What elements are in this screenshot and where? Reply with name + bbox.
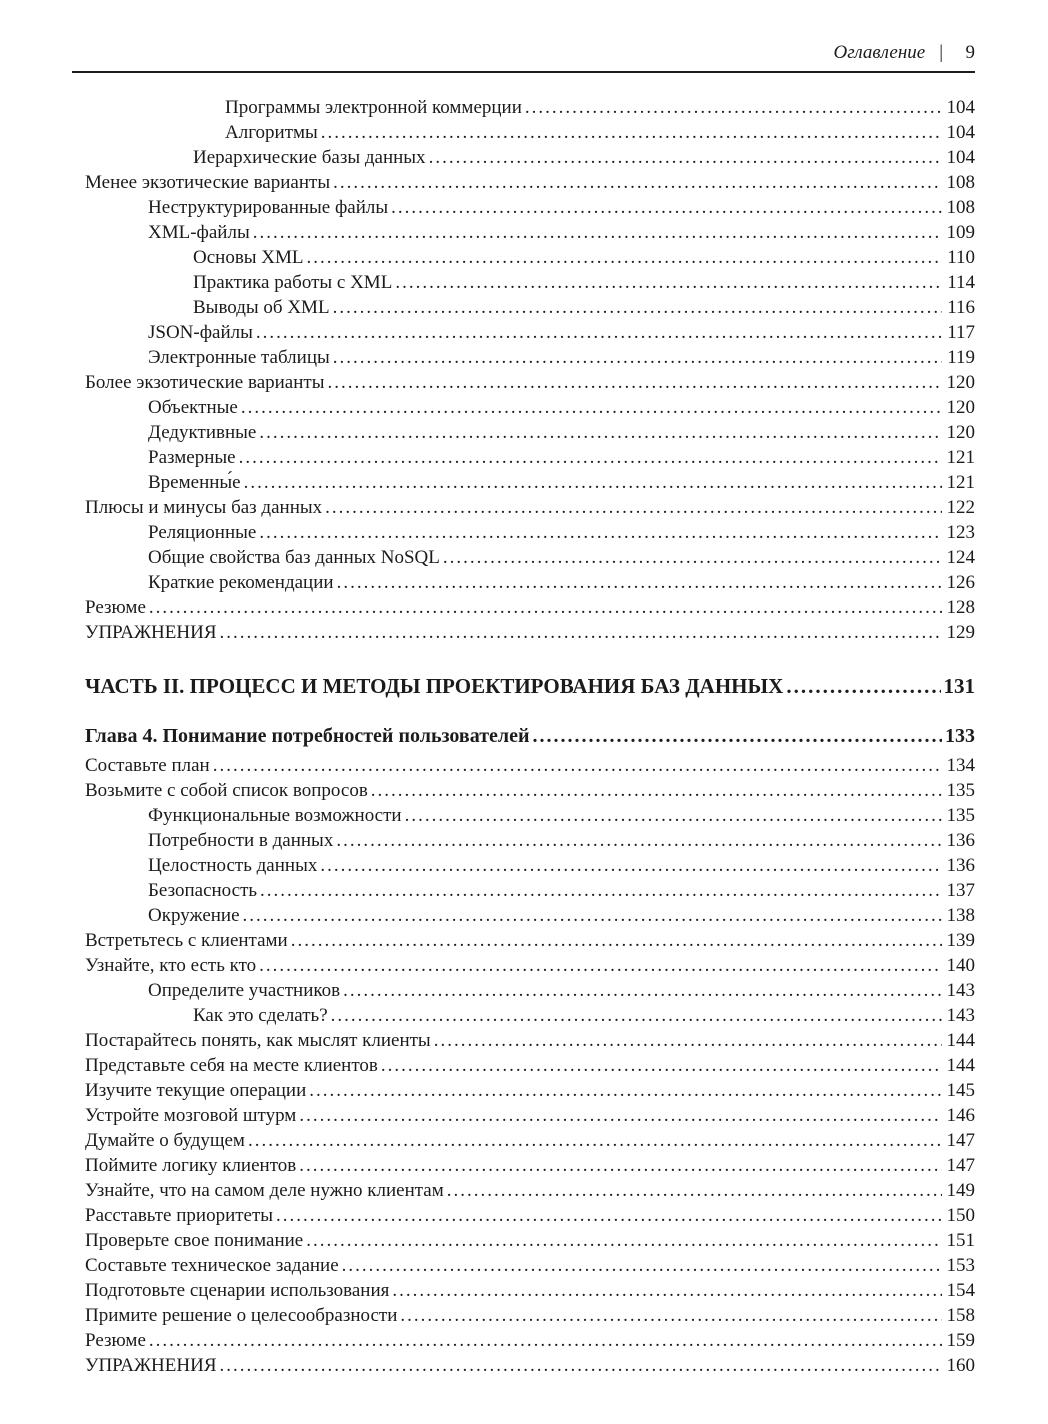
toc-entry-page: 149 [946, 1180, 975, 1201]
dot-leader [343, 978, 942, 1003]
toc-entry [72, 1328, 975, 1353]
toc-entry-page: 154 [946, 1280, 975, 1301]
toc-entry-label: Резюме [85, 597, 146, 618]
part-heading [72, 672, 975, 700]
toc-entry-page: 121 [946, 447, 975, 468]
toc-entry-label: XML-файлы [148, 222, 250, 243]
toc-entry-label: Возьмите с собой список вопросов [85, 780, 368, 801]
toc-entry-page: 120 [946, 372, 975, 393]
toc-entry-page: 104 [946, 97, 975, 118]
toc-entry-page: 137 [946, 880, 975, 901]
toc-entry [72, 570, 975, 595]
dot-leader [429, 145, 942, 170]
dot-leader [443, 545, 942, 570]
dot-leader [786, 672, 940, 700]
dot-leader [299, 1103, 942, 1128]
toc-entry-label: Реляционные [148, 522, 257, 543]
toc-entry [72, 953, 975, 978]
toc-entry-page: 136 [946, 855, 975, 876]
toc-entry-label: Узнайте, кто есть кто [85, 955, 257, 976]
dot-leader [299, 1153, 942, 1178]
toc-entry [72, 828, 975, 853]
toc-entry [72, 445, 975, 470]
toc-entry-page: 138 [946, 905, 975, 926]
toc-entry [72, 978, 975, 1003]
toc-entry-page: 120 [946, 397, 975, 418]
dot-leader [248, 1128, 942, 1153]
dot-leader [371, 778, 942, 803]
dot-leader [434, 1028, 942, 1053]
toc-entry [72, 1303, 975, 1328]
toc-entry-label: Краткие рекомендации [148, 572, 334, 593]
toc-entry-label: Алгоритмы [225, 122, 318, 143]
toc-entry [72, 220, 975, 245]
toc-entry [72, 420, 975, 445]
toc-entry-label: Составьте техническое задание [85, 1255, 339, 1276]
dot-leader [241, 395, 942, 420]
toc-entry [72, 803, 975, 828]
chapter-heading-label: Глава 4. Понимание потребностей пользователей [85, 725, 530, 747]
toc-entry [72, 295, 975, 320]
dot-leader [381, 1053, 942, 1078]
dot-leader [333, 295, 942, 320]
toc-entry [72, 1178, 975, 1203]
toc-entry [72, 778, 975, 803]
toc-entry-page: 128 [946, 597, 975, 618]
running-head [72, 40, 975, 73]
dot-leader [259, 520, 942, 545]
part-heading-label: ЧАСТЬ II. ПРОЦЕСС И МЕТОДЫ ПРОЕКТИРОВАНИЯ БАЗ ДАННЫХ [85, 674, 784, 698]
toc-entry-label: Основы XML [193, 247, 304, 268]
dot-leader [336, 828, 942, 853]
dot-leader [220, 620, 943, 645]
dot-leader [391, 195, 942, 220]
toc-entry-label: Дедуктивные [148, 422, 257, 443]
toc-entry-page: 144 [946, 1030, 975, 1051]
toc-entry-page: 108 [946, 172, 975, 193]
running-head-separator: | [939, 42, 943, 63]
toc-entry-label: Потребности в данных [148, 830, 334, 851]
toc-entry-label: Выводы об XML [193, 297, 330, 318]
toc-entry-label: Электронные таблицы [148, 347, 330, 368]
toc-entry [72, 145, 975, 170]
toc-entry [72, 1128, 975, 1153]
dot-leader [149, 1328, 942, 1353]
toc-entry [72, 545, 975, 570]
toc-entry-label: Резюме [85, 1330, 146, 1351]
toc-entry-page: 123 [946, 522, 975, 543]
toc-entry-label: Узнайте, что на самом деле нужно клиентам [85, 1180, 444, 1201]
toc-entry [72, 1353, 975, 1378]
toc-entry-label: Примите решение о целесообразности [85, 1305, 398, 1326]
toc-entry [72, 1253, 975, 1278]
toc-entry-page: 135 [946, 805, 975, 826]
toc-entry-label: Временны́е [148, 472, 241, 493]
running-head-page-number: 9 [965, 42, 975, 63]
toc-entry-page: 151 [946, 1230, 975, 1251]
toc-entry-page: 153 [946, 1255, 975, 1276]
toc-entry-page: 116 [947, 297, 975, 318]
toc-entry-page: 150 [946, 1205, 975, 1226]
dot-leader [306, 1228, 942, 1253]
toc-entry [72, 1078, 975, 1103]
toc-entry-label: Окружение [148, 905, 240, 926]
toc-entry-label: Думайте о будущем [85, 1130, 245, 1151]
toc-entry-page: 121 [946, 472, 975, 493]
dot-leader [276, 1203, 942, 1228]
toc-entry-label: Проверьте свое понимание [85, 1230, 304, 1251]
toc-entry [72, 1103, 975, 1128]
toc-entry-page: 136 [946, 830, 975, 851]
toc-entry-label: Функциональные возможности [148, 805, 402, 826]
toc-entry [72, 1028, 975, 1053]
dot-leader [392, 1278, 942, 1303]
toc-entry [72, 1053, 975, 1078]
toc-entry [72, 878, 975, 903]
toc-entry-label: Представьте себя на месте клиентов [85, 1055, 378, 1076]
dot-leader [259, 420, 942, 445]
dot-leader [327, 370, 942, 395]
dot-leader [331, 1003, 942, 1028]
dot-leader [239, 445, 942, 470]
toc-entry-label: Иерархические базы данных [193, 147, 426, 168]
toc-entry [72, 903, 975, 928]
toc-entry-page: 120 [946, 422, 975, 443]
toc-entry-page: 143 [946, 1005, 975, 1026]
dot-leader [243, 903, 942, 928]
dot-leader [325, 495, 942, 520]
dot-leader [533, 723, 942, 750]
dot-leader [253, 220, 942, 245]
toc-entry [72, 853, 975, 878]
toc-entry-label: Более экзотические варианты [85, 372, 325, 393]
toc-entry [72, 1003, 975, 1028]
toc-entry [72, 1278, 975, 1303]
toc-entry-label: Расставьте приоритеты [85, 1205, 274, 1226]
dot-leader [320, 853, 942, 878]
toc-entry [72, 1228, 975, 1253]
toc-entry-label: Подготовьте сценарии использования [85, 1280, 390, 1301]
toc-entry [72, 1153, 975, 1178]
dot-leader [149, 595, 942, 620]
toc-entry-label: Размерные [148, 447, 236, 468]
toc-section-2 [72, 753, 975, 1378]
toc-entry-page: 114 [947, 272, 975, 293]
toc-entry-label: Изучите текущие операции [85, 1080, 307, 1101]
toc-entry-label: Практика работы с XML [193, 272, 393, 293]
toc-entry-label: Определите участников [148, 980, 341, 1001]
dot-leader [400, 1303, 942, 1328]
toc-entry-page: 143 [946, 980, 975, 1001]
toc-entry-page: 144 [946, 1055, 975, 1076]
toc-entry-label: Менее экзотические варианты [85, 172, 331, 193]
toc-entry-page: 140 [946, 955, 975, 976]
toc-entry-page: 122 [946, 497, 975, 518]
chapter-heading [72, 723, 975, 750]
toc-entry-page: 159 [946, 1330, 975, 1351]
toc-entry-label: Целостность данных [148, 855, 318, 876]
part-heading-page: 131 [943, 674, 975, 698]
toc-entry-page: 147 [946, 1130, 975, 1151]
dot-leader [309, 1078, 942, 1103]
toc-entry-label: Программы электронной коммерции [225, 97, 522, 118]
toc-entry-label: Как это сделать? [193, 1005, 328, 1026]
toc-entry-label: Объектные [148, 397, 238, 418]
dot-leader [291, 928, 942, 953]
toc-entry [72, 345, 975, 370]
toc-entry [72, 620, 975, 645]
toc-entry-page: 117 [947, 322, 975, 343]
toc-entry-label: Плюсы и минусы баз данных [85, 497, 323, 518]
toc-entry-page: 126 [946, 572, 975, 593]
toc-entry-label: Встретьтесь с клиентами [85, 930, 288, 951]
toc-entry-label: Составьте план [85, 755, 210, 776]
dot-leader [321, 120, 942, 145]
toc-entry-label: Постарайтесь понять, как мыслят клиенты [85, 1030, 431, 1051]
toc-entry-page: 147 [946, 1155, 975, 1176]
toc-entry-page: 104 [946, 147, 975, 168]
dot-leader [260, 878, 942, 903]
toc-entry-label: Безопасность [148, 880, 258, 901]
dot-leader [405, 803, 942, 828]
toc-entry [72, 470, 975, 495]
toc-entry [72, 370, 975, 395]
toc-entry-page: 146 [946, 1105, 975, 1126]
dot-leader [342, 1253, 942, 1278]
toc-entry-label: JSON-файлы [148, 322, 253, 343]
toc-entry [72, 245, 975, 270]
dot-leader [337, 570, 942, 595]
toc-entry-page: 110 [947, 247, 975, 268]
dot-leader [244, 470, 942, 495]
running-head-title: Оглавление [833, 42, 926, 63]
toc-entry [72, 1203, 975, 1228]
toc-entry [72, 395, 975, 420]
toc-entry [72, 320, 975, 345]
toc-entry-page: 160 [946, 1355, 975, 1376]
chapter-heading-page: 133 [945, 725, 975, 747]
dot-leader [259, 953, 942, 978]
toc-entry-page: 145 [946, 1080, 975, 1101]
dot-leader [307, 245, 942, 270]
toc-entry-page: 104 [946, 122, 975, 143]
dot-leader [525, 95, 942, 120]
toc-entry [72, 595, 975, 620]
toc-entry-page: 129 [946, 622, 975, 643]
toc-entry [72, 120, 975, 145]
toc-entry-page: 109 [946, 222, 975, 243]
dot-leader [333, 170, 942, 195]
toc-entry-page: 108 [946, 197, 975, 218]
toc-entry-label: Устройте мозговой штурм [85, 1105, 297, 1126]
toc-entry [72, 928, 975, 953]
toc-entry [72, 270, 975, 295]
toc-entry [72, 753, 975, 778]
dot-leader [447, 1178, 942, 1203]
dot-leader [395, 270, 942, 295]
toc-entry-label: УПРАЖНЕНИЯ [85, 622, 217, 643]
toc-entry-page: 158 [946, 1305, 975, 1326]
toc-entry-page: 135 [946, 780, 975, 801]
toc-entry-label: Поймите логику клиентов [85, 1155, 297, 1176]
toc-entry-label: Общие свойства баз данных NoSQL [148, 547, 440, 568]
toc-entry [72, 520, 975, 545]
toc-entry [72, 195, 975, 220]
dot-leader [333, 345, 942, 370]
toc-entry-page: 124 [946, 547, 975, 568]
toc-entry-page: 119 [947, 347, 975, 368]
toc-entry-page: 134 [946, 755, 975, 776]
toc-entry [72, 95, 975, 120]
dot-leader [213, 753, 942, 778]
toc-section-1 [72, 95, 975, 645]
dot-leader [220, 1353, 943, 1378]
toc-entry-label: УПРАЖНЕНИЯ [85, 1355, 217, 1376]
toc-entry [72, 495, 975, 520]
toc-entry-label: Неструктурированные файлы [148, 197, 389, 218]
toc-entry-page: 139 [946, 930, 975, 951]
dot-leader [256, 320, 942, 345]
toc-entry [72, 170, 975, 195]
